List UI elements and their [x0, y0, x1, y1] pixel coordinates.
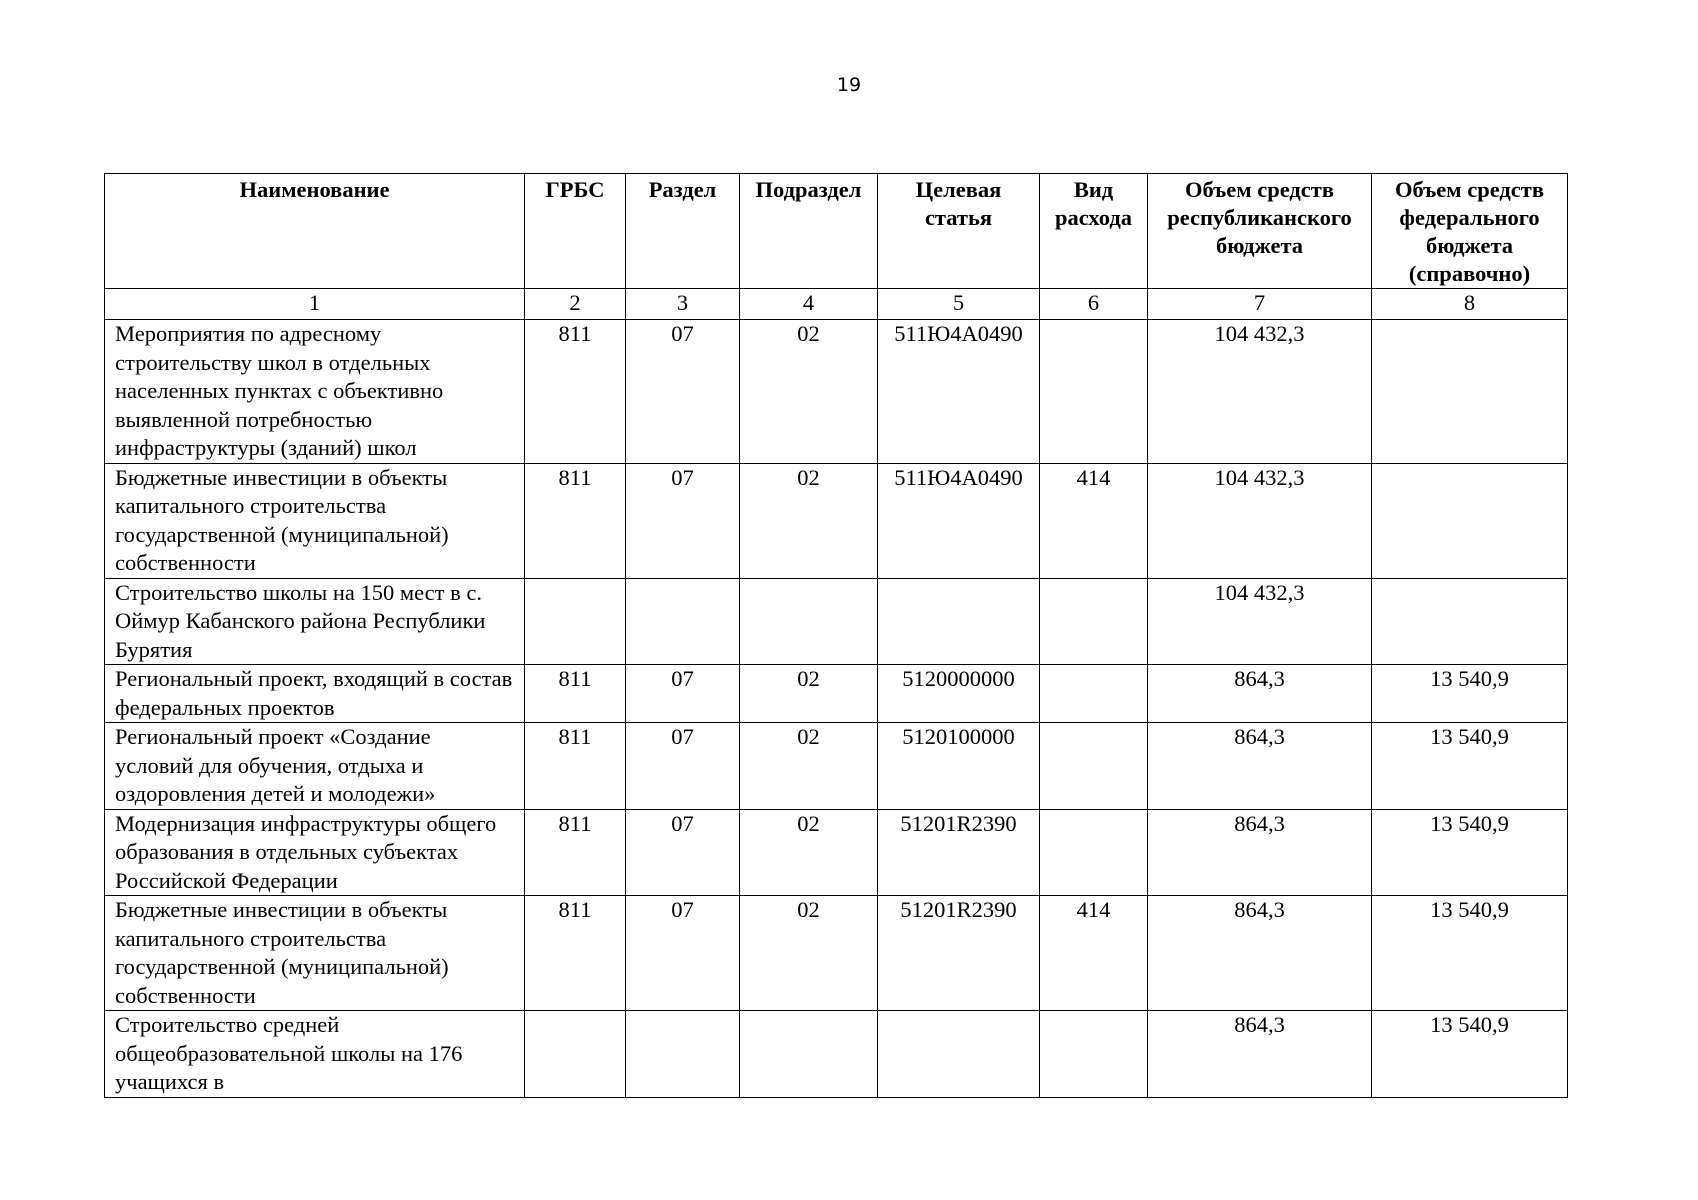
- page-number: 19: [836, 74, 862, 96]
- row-grbs-cell: 811: [525, 320, 626, 464]
- header-subsection: Подраздел: [740, 174, 878, 289]
- row-subsection-cell: 02: [740, 896, 878, 1011]
- row-section-cell: 07: [626, 723, 740, 810]
- column-number: 8: [1372, 289, 1568, 320]
- row-expense-type-cell: [1040, 320, 1148, 464]
- row-target-article-cell: 511Ю4А0490: [878, 463, 1040, 578]
- table-row: [105, 463, 1568, 578]
- row-republic-budget-cell: 864,3: [1148, 1011, 1372, 1098]
- table-row: [105, 1011, 1568, 1098]
- row-subsection-cell: 02: [740, 320, 878, 464]
- row-target-article-cell: [878, 1011, 1040, 1098]
- table-row: [105, 578, 1568, 665]
- row-name-cell: Региональный проект «Создание условий для обучения, отдыха и оздоровления детей и молодежи»: [105, 723, 525, 810]
- row-target-article-cell: 5120100000: [878, 723, 1040, 810]
- row-federal-budget-cell: 13 540,9: [1372, 896, 1568, 1011]
- row-grbs-cell: [525, 578, 626, 665]
- row-name-cell: Бюджетные инвестиции в объекты капитального строительства государственной (муниципальной) собственности: [105, 463, 525, 578]
- row-section-cell: [626, 578, 740, 665]
- header-name: Наименование: [105, 174, 525, 289]
- row-target-article-cell: [878, 578, 1040, 665]
- row-name-cell: Мероприятия по адресному строительству школ в отдельных населенных пунктах с объективно выявленной потребностью инфраструктуры (зданий) школ: [105, 320, 525, 464]
- column-number: 1: [105, 289, 525, 320]
- row-name-cell: Строительство средней общеобразовательной школы на 176 учащихся в: [105, 1011, 525, 1098]
- header-republic-budget: Объем средств республиканского бюджета: [1148, 174, 1372, 289]
- budget-table: [104, 173, 1568, 1098]
- row-section-cell: 07: [626, 896, 740, 1011]
- row-subsection-cell: 02: [740, 463, 878, 578]
- row-target-article-cell: 5120000000: [878, 665, 1040, 723]
- row-grbs-cell: 811: [525, 896, 626, 1011]
- row-expense-type-cell: [1040, 723, 1148, 810]
- row-republic-budget-cell: 864,3: [1148, 896, 1372, 1011]
- row-federal-budget-cell: 13 540,9: [1372, 1011, 1568, 1098]
- row-grbs-cell: [525, 1011, 626, 1098]
- row-republic-budget-cell: 864,3: [1148, 665, 1372, 723]
- column-number: 2: [525, 289, 626, 320]
- row-subsection-cell: 02: [740, 665, 878, 723]
- header-target-article: Целевая статья: [878, 174, 1040, 289]
- row-expense-type-cell: [1040, 809, 1148, 896]
- column-number: 3: [626, 289, 740, 320]
- column-number: 6: [1040, 289, 1148, 320]
- row-subsection-cell: [740, 578, 878, 665]
- row-federal-budget-cell: 13 540,9: [1372, 809, 1568, 896]
- row-name-cell: Бюджетные инвестиции в объекты капитального строительства государственной (муниципальной) собственности: [105, 896, 525, 1011]
- row-republic-budget-cell: 864,3: [1148, 723, 1372, 810]
- header-federal-budget: Объем средств федерального бюджета (справочно): [1372, 174, 1568, 289]
- row-federal-budget-cell: [1372, 320, 1568, 464]
- table-row: [105, 320, 1568, 464]
- row-expense-type-cell: [1040, 578, 1148, 665]
- row-republic-budget-cell: 104 432,3: [1148, 463, 1372, 578]
- row-target-article-cell: 51201R2390: [878, 896, 1040, 1011]
- table-row: [105, 809, 1568, 896]
- row-republic-budget-cell: 104 432,3: [1148, 578, 1372, 665]
- row-expense-type-cell: [1040, 665, 1148, 723]
- column-number-row: [105, 289, 1568, 320]
- table-row: [105, 665, 1568, 723]
- row-section-cell: 07: [626, 463, 740, 578]
- table-body: [105, 289, 1568, 1098]
- header-grbs: ГРБС: [525, 174, 626, 289]
- row-name-cell: Модернизация инфраструктуры общего образования в отдельных субъектах Российской Федерации: [105, 809, 525, 896]
- row-federal-budget-cell: [1372, 578, 1568, 665]
- row-grbs-cell: 811: [525, 723, 626, 810]
- row-republic-budget-cell: 864,3: [1148, 809, 1372, 896]
- row-section-cell: 07: [626, 665, 740, 723]
- row-section-cell: 07: [626, 320, 740, 464]
- row-republic-budget-cell: 104 432,3: [1148, 320, 1372, 464]
- row-name-cell: Строительство школы на 150 мест в с. Оймур Кабанского района Республики Бурятия: [105, 578, 525, 665]
- row-grbs-cell: 811: [525, 463, 626, 578]
- header-section: Раздел: [626, 174, 740, 289]
- row-expense-type-cell: 414: [1040, 463, 1148, 578]
- column-number: 4: [740, 289, 878, 320]
- row-subsection-cell: [740, 1011, 878, 1098]
- row-federal-budget-cell: 13 540,9: [1372, 723, 1568, 810]
- row-grbs-cell: 811: [525, 665, 626, 723]
- row-expense-type-cell: 414: [1040, 896, 1148, 1011]
- row-section-cell: 07: [626, 809, 740, 896]
- column-number: 7: [1148, 289, 1372, 320]
- row-federal-budget-cell: 13 540,9: [1372, 665, 1568, 723]
- header-expense-type: Вид расхода: [1040, 174, 1148, 289]
- column-number: 5: [878, 289, 1040, 320]
- row-federal-budget-cell: [1372, 463, 1568, 578]
- row-expense-type-cell: [1040, 1011, 1148, 1098]
- table-row: [105, 896, 1568, 1011]
- row-target-article-cell: 511Ю4А0490: [878, 320, 1040, 464]
- row-subsection-cell: 02: [740, 723, 878, 810]
- row-section-cell: [626, 1011, 740, 1098]
- row-target-article-cell: 51201R2390: [878, 809, 1040, 896]
- header-row: [105, 174, 1568, 289]
- row-grbs-cell: 811: [525, 809, 626, 896]
- table-row: [105, 723, 1568, 810]
- row-name-cell: Региональный проект, входящий в состав федеральных проектов: [105, 665, 525, 723]
- row-subsection-cell: 02: [740, 809, 878, 896]
